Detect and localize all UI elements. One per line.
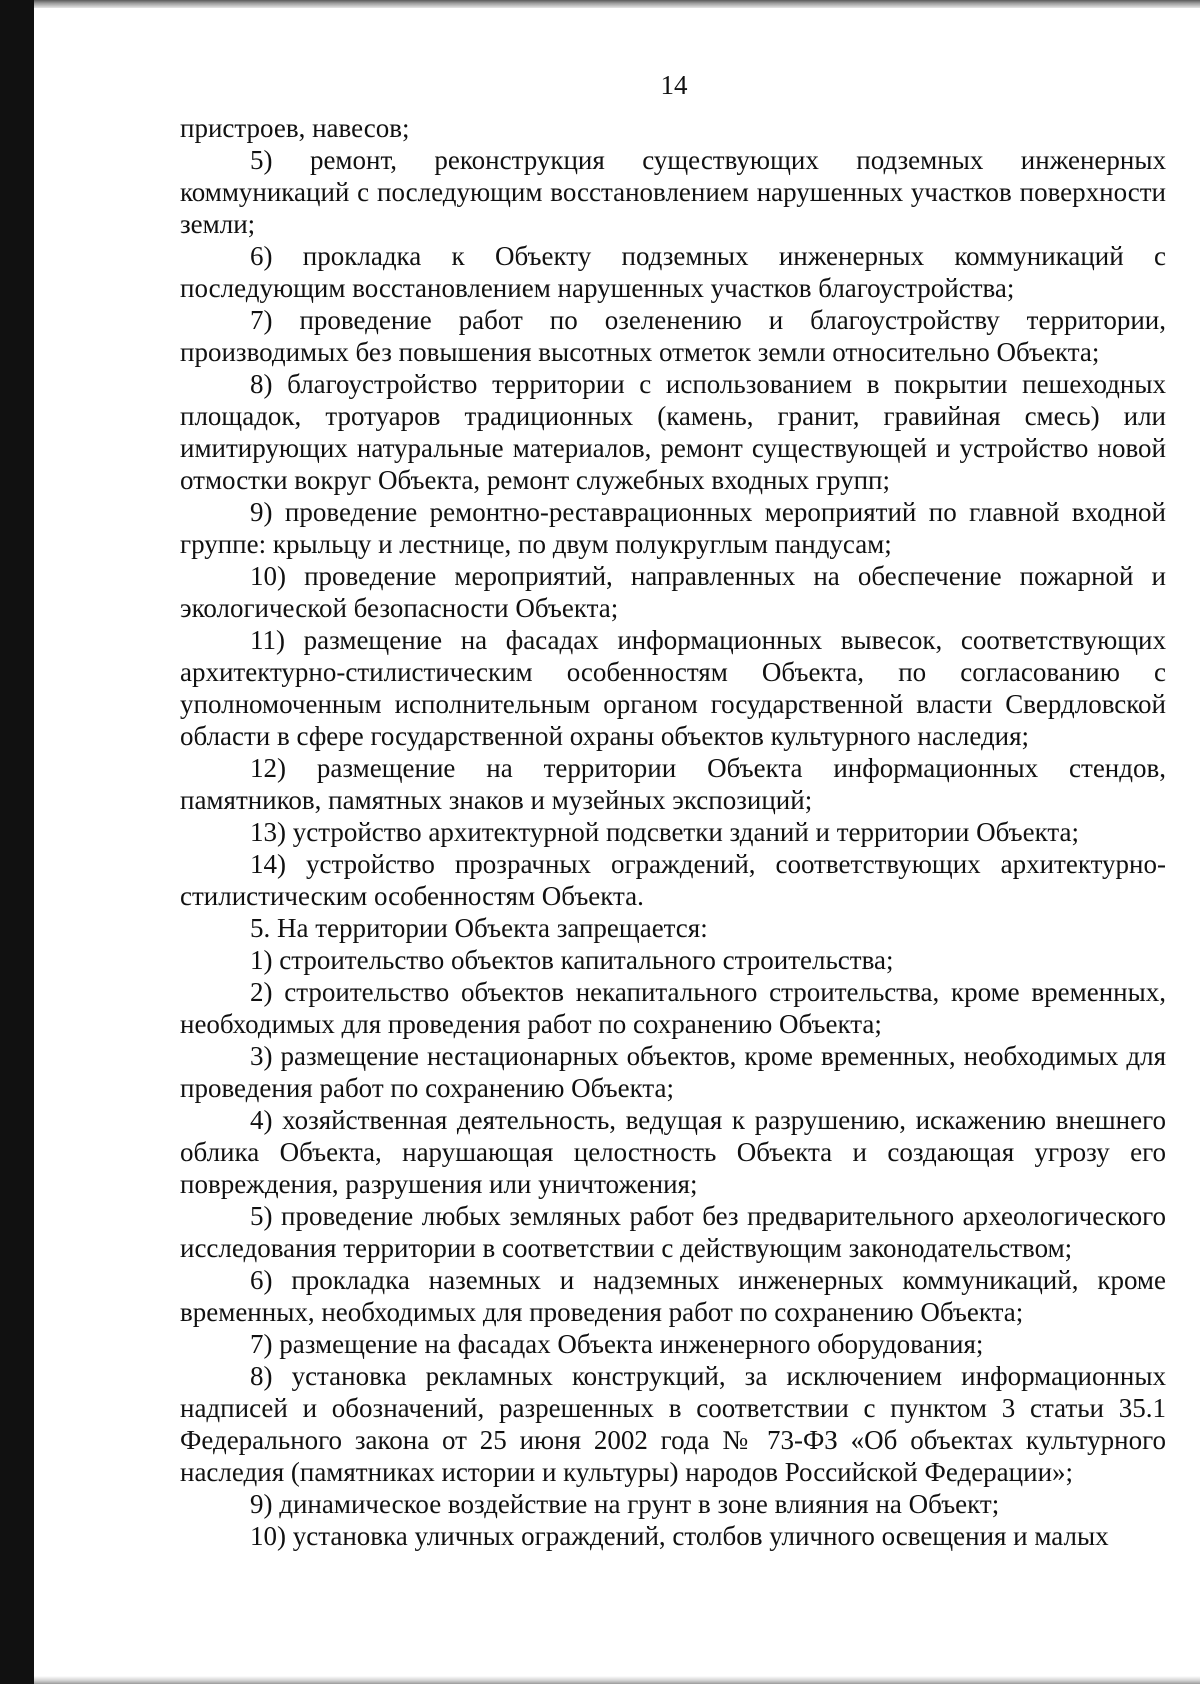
list-item-6-utilities: 6) прокладка к Объекту подземных инженерных коммуникаций с последующим восстановлением нарушенных участков благоустройства; — [180, 241, 1166, 303]
list-item-10-safety: 10) проведение мероприятий, направленных на обеспечение пожарной и экологической безопасности Объекта; — [180, 561, 1166, 623]
scan-left-edge — [0, 0, 34, 1684]
list-item-7-landscaping: 7) проведение работ по озеленению и благоустройству территории, производимых без повышения высотных отметок земли относительно Объекта; — [180, 305, 1166, 367]
prohibited-item-1: 1) строительство объектов капитального строительства; — [250, 945, 894, 975]
prohibited-item-6: 6) прокладка наземных и надземных инженерных коммуникаций, кроме временных, необходимых для проведения работ по сохранению Объекта; — [180, 1265, 1166, 1327]
prohibited-item-9: 9) динамическое воздействие на грунт в зоне влияния на Объект; — [250, 1489, 1000, 1519]
paragraph-continuation: пристроев, навесов; — [180, 113, 410, 143]
list-item-8-improvement: 8) благоустройство территории с использованием в покрытии пешеходных площадок, тротуаров традиционных (камень, гранит, гравийная смесь) или имитирующих натуральные материалов, ремонт существующей и устройство новой отмостки вокруг Объекта, ремонт служебных входных групп; — [180, 369, 1166, 495]
prohibited-item-2: 2) строительство объектов некапитального строительства, кроме временных, необходимых для проведения работ по сохранению Объекта; — [180, 977, 1166, 1039]
prohibited-item-10: 10) установка уличных ограждений, столбов уличного освещения и малых — [250, 1521, 1109, 1551]
section-5-heading: 5. На территории Объекта запрещается: — [250, 913, 708, 943]
prohibited-item-5: 5) проведение любых земляных работ без предварительного археологического исследования территории в соответствии с действующим законодательством; — [180, 1201, 1166, 1263]
document-body — [180, 112, 1166, 1552]
list-item-5-repair: 5) ремонт, реконструкция существующих подземных инженерных коммуникаций с последующим восстановлением нарушенных участков поверхности земли; — [180, 145, 1166, 239]
prohibited-item-3: 3) размещение нестационарных объектов, кроме временных, необходимых для проведения работ по сохранению Объекта; — [180, 1041, 1166, 1103]
list-item-11-signage: 11) размещение на фасадах информационных вывесок, соответствующих архитектурно-стилистическим особенностям Объекта, по согласованию с уполномоченным исполнительным органом государственной власти Свердловской области в сфере государственной охраны объектов культурного наследия; — [180, 625, 1166, 751]
scan-bottom-edge — [34, 1676, 1200, 1684]
prohibited-item-7: 7) размещение на фасадах Объекта инженерного оборудования; — [250, 1329, 984, 1359]
list-item-12-stands: 12) размещение на территории Объекта информационных стендов, памятников, памятных знаков и музейных экспозиций; — [180, 753, 1166, 815]
page-number: 14 — [660, 70, 688, 100]
list-item-13-lighting: 13) устройство архитектурной подсветки зданий и территории Объекта; — [250, 817, 1079, 847]
prohibited-item-4: 4) хозяйственная деятельность, ведущая к разрушению, искажению внешнего облика Объекта, нарушающая целостность Объекта и создающая угрозу его повреждения, разрушения или уничтожения; — [180, 1105, 1166, 1199]
list-item-14-fences: 14) устройство прозрачных ограждений, соответствующих архитектурно-стилистическим особенностям Объекта. — [180, 849, 1166, 911]
list-item-9-restoration: 9) проведение ремонтно-реставрационных мероприятий по главной входной группе: крыльцу и лестнице, по двум полукруглым пандусам; — [180, 497, 1166, 559]
scan-top-edge — [0, 0, 1200, 8]
prohibited-item-8: 8) установка рекламных конструкций, за исключением информационных надписей и обозначений, разрешенных в соответствии с пунктом 3 статьи 35.1 Федерального закона от 25 июня 2002 года № 73-ФЗ «Об объектах культурного наследия (памятниках истории и культуры) народов Российской Федерации»; — [180, 1361, 1166, 1487]
